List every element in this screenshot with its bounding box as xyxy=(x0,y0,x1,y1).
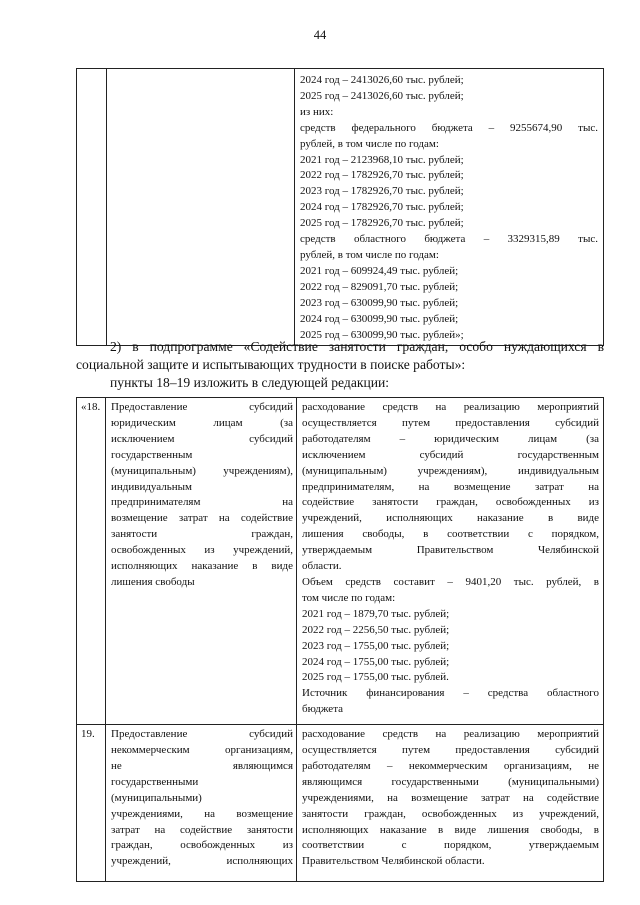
text-line: учреждений, исполняющих наказание в виде xyxy=(302,512,599,525)
text-line: Правительством Челябинской области. xyxy=(302,855,485,868)
funding-amounts-cell xyxy=(295,69,604,346)
text-line: содействие занятости граждан, освобожденных из xyxy=(302,496,599,509)
number-cell xyxy=(77,69,107,346)
text-line: из них: xyxy=(300,105,334,118)
text-line: 2025 год – 1782926,70 тыс. рублей; xyxy=(300,217,464,230)
text-line: 2022 год – 829091,70 тыс. рублей; xyxy=(300,280,459,293)
text-line: соответствии с порядком, утверждаемым xyxy=(302,839,599,852)
measure-description xyxy=(297,725,604,882)
text-line: занятости граждан, xyxy=(111,528,293,541)
text-line: затрат на содействие занятости xyxy=(111,823,293,836)
text-line: (муниципальным) учреждениям), xyxy=(111,464,293,477)
text-line: 2021 год – 1879,70 тыс. рублей; xyxy=(302,607,450,620)
text-line: освобожденных из учреждений, xyxy=(111,544,293,557)
text-line: граждан, освобожденных из xyxy=(111,839,293,852)
text-line: 2023 год – 1782926,70 тыс. рублей; xyxy=(300,185,464,198)
text-line: 2024 год – 630099,90 тыс. рублей; xyxy=(300,312,459,325)
text-line: (муниципальными) xyxy=(111,791,202,804)
text-line: исполняющих наказание в виде xyxy=(111,560,293,573)
text-line: юридическим лицам (за xyxy=(111,416,293,429)
text-line: 2024 год – 1782926,70 тыс. рублей; xyxy=(300,201,464,214)
text-line: возмещение затрат на содействие xyxy=(111,512,293,525)
text-line: 2021 год – 2123968,10 тыс. рублей; xyxy=(300,153,464,166)
row-number: «18. xyxy=(77,398,106,725)
text-line: расходование средств на реализацию мероприятий xyxy=(302,401,599,413)
text-line: Объем средств составит – 9401,20 тыс. рублей, в xyxy=(302,575,599,588)
text-line: Предоставление субсидий xyxy=(111,728,293,741)
text-line: том числе по годам: xyxy=(302,591,396,604)
text-line: являющимся государственными (муниципальными) xyxy=(302,775,599,788)
text-line: (муниципальным) учреждениям), индивидуальным xyxy=(302,464,599,477)
text-line: учреждениями, на возмещение затрат на содействие xyxy=(302,791,599,804)
measure-description xyxy=(297,398,604,725)
name-cell xyxy=(107,69,295,346)
text-line: работодателям – юридическим лицам (за xyxy=(302,432,599,445)
text-line: рублей, в том числе по годам: xyxy=(300,248,439,261)
text-line: государственным xyxy=(111,448,193,461)
funding-lines xyxy=(300,73,598,343)
amendment-paragraph: 2) в подпрограмме «Содействие занятости граждан, особо нуждающихся в социальной защите и испытывающих трудности в поиске работы»: xyxy=(76,339,604,372)
text-line: работодателям – некоммерческим организациям, не xyxy=(302,759,599,772)
text-line: лишения свободы xyxy=(111,575,195,588)
text-line: лишения свободы, в соответствии с порядком, xyxy=(302,528,599,541)
text-line: 2021 год – 609924,49 тыс. рублей; xyxy=(300,264,459,277)
text-line: некоммерческим организациям, xyxy=(111,744,293,757)
measure-name xyxy=(106,725,297,882)
amendment-instruction: пункты 18–19 изложить в следующей редакции: xyxy=(110,375,390,390)
text-line: 2022 год – 2256,50 тыс. рублей; xyxy=(302,623,450,636)
text-line: 2024 год – 2413026,60 тыс. рублей; xyxy=(300,74,464,86)
text-line: учреждений, исполняющих xyxy=(111,855,293,868)
text-line: 2024 год – 1755,00 тыс. рублей; xyxy=(302,655,450,668)
text-line: осуществляется путем предоставления субсидий xyxy=(302,744,599,757)
text-line: утверждаемым Правительством Челябинской xyxy=(302,544,599,557)
text-line: области. xyxy=(302,560,342,573)
text-line: расходование средств на реализацию мероприятий xyxy=(302,728,599,741)
text-line: государственными xyxy=(111,775,199,788)
text-line: 2025 год – 2413026,60 тыс. рублей; xyxy=(300,89,464,102)
text-line: 2025 год – 630099,90 тыс. рублей»; xyxy=(300,328,464,341)
page-number: 44 xyxy=(313,28,327,42)
text-line: бюджета xyxy=(302,703,344,716)
text-line: исполняющих наказание в виде лишения свободы, в xyxy=(302,823,599,836)
measure-name xyxy=(106,398,297,725)
row-number: 19. xyxy=(77,725,106,882)
text-line: предпринимателям, на возмещение затрат на xyxy=(302,480,599,493)
text-line: 2023 год – 1755,00 тыс. рублей; xyxy=(302,639,450,652)
text-line: 2022 год – 1782926,70 тыс. рублей; xyxy=(300,169,464,182)
text-line: 2023 год – 630099,90 тыс. рублей; xyxy=(300,296,459,309)
text-line: занятости граждан, освобожденных из учреждений, xyxy=(302,807,599,820)
text-line: рублей, в том числе по годам: xyxy=(300,137,439,150)
text-line: Источник финансирования – средства областного xyxy=(302,687,599,700)
text-line: исключением субсидий государственным xyxy=(302,448,599,461)
text-line: осуществляется путем предоставления субсидий xyxy=(302,416,599,429)
text-line: средств федерального бюджета – 9255674,90 тыс. xyxy=(300,121,598,134)
table-row xyxy=(77,69,604,346)
text-line: не являющимся xyxy=(111,759,293,772)
table-row xyxy=(77,725,604,882)
text-line: 2025 год – 1755,00 тыс. рублей. xyxy=(302,671,449,684)
text-line: Предоставление субсидий xyxy=(111,401,293,413)
text-line: исключением субсидий xyxy=(111,432,293,445)
text-line: индивидуальным xyxy=(111,480,193,493)
text-line: предпринимателям на xyxy=(111,496,293,509)
table-row xyxy=(77,398,604,725)
text-line: учреждениями, на возмещение xyxy=(111,807,293,820)
text-line: средств областного бюджета – 3329315,89 тыс. xyxy=(300,233,598,246)
measures-table xyxy=(76,397,604,882)
funding-table-continuation xyxy=(76,68,604,346)
